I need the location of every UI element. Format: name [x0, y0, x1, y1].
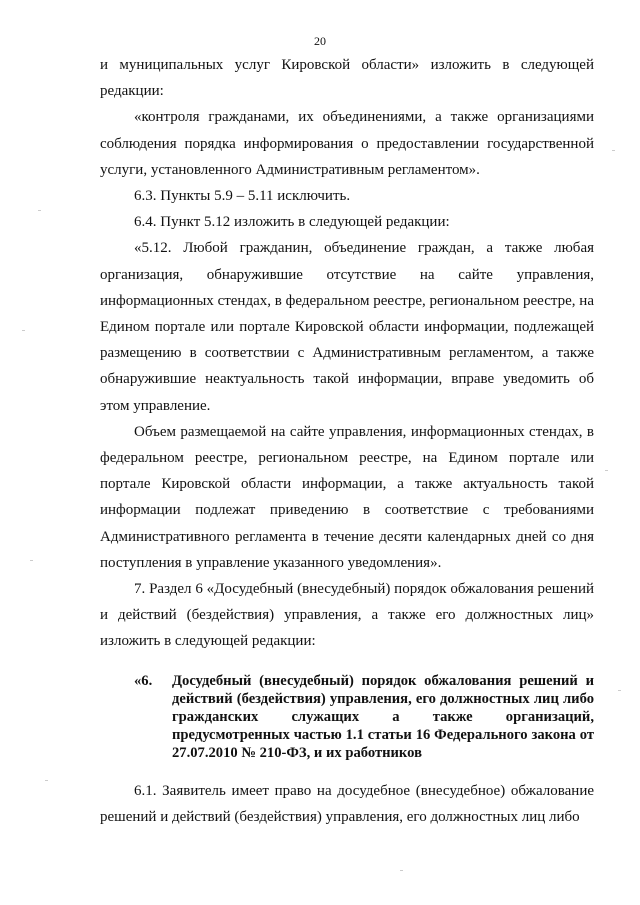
scan-speck [612, 150, 615, 151]
scan-speck [618, 690, 621, 691]
paragraph-6-1: 6.1. Заявитель имеет право на досудебное (внесудебное) обжалование решений и действий (бездействия) управления, его должностных лиц либо [100, 782, 594, 825]
scan-speck [30, 560, 33, 561]
section-6-heading-number: «6. [134, 672, 153, 689]
section-6-heading-text: Досудебный (внесудебный) порядок обжалования решений и действий (бездействия) управления, его должностных лиц либо гражданских служащих а также организаций, предусмотренных частью 1.1 статьи 16 Федерального закона от 27.07.2010 № 210-ФЗ, и их работников [172, 672, 594, 761]
paragraph-7: 7. Раздел 6 «Досудебный (внесудебный) порядок обжалования решений и действий (бездействия) управления, а также его должностных лиц» изложить в следующей редакции: [100, 581, 594, 650]
paragraph-continuation: и муниципальных услуг Кировской области» изложить в следующей редакции: [100, 57, 594, 100]
paragraph-volume: Объем размещаемой на сайте управления, информационных стендах, в федеральном реестре, региональном реестре, на Едином портале или портале Кировской области информации, а также актуальность такой информации подлежат приведению в соответствие с требованиями Административного регламента в течение десяти календарных дней со дня поступления в управление указанного уведомления». [100, 423, 594, 571]
scan-speck [400, 870, 403, 871]
paragraph-quote-control: «контроля гражданами, их объединениями, а также организациями соблюдения порядка информирования о предоставлении государственной услуги, установленного Административным регламентом». [100, 109, 594, 178]
scan-speck [605, 470, 608, 471]
scan-speck [38, 210, 41, 211]
scan-speck [22, 330, 25, 331]
paragraph-6-4: 6.4. Пункт 5.12 изложить в следующей редакции: [134, 214, 450, 231]
scan-speck [45, 780, 48, 781]
page-number: 20 [314, 34, 326, 48]
paragraph-6-3: 6.3. Пункты 5.9 – 5.11 исключить. [134, 188, 351, 205]
document-body [100, 52, 594, 830]
paragraph-5-12: «5.12. Любой гражданин, объединение граждан, а также любая организация, обнаружившие отсутствие на сайте управления, информационных стендах, в федеральном реестре, региональном реестре, на Едином портале или портале Кировской области информации, подлежащей размещению в соответствии с Административным регламентом, а также обнаружившие неактуальность такой информации, вправе уведомить об этом управление. [100, 240, 594, 414]
section-6-heading [134, 672, 594, 762]
